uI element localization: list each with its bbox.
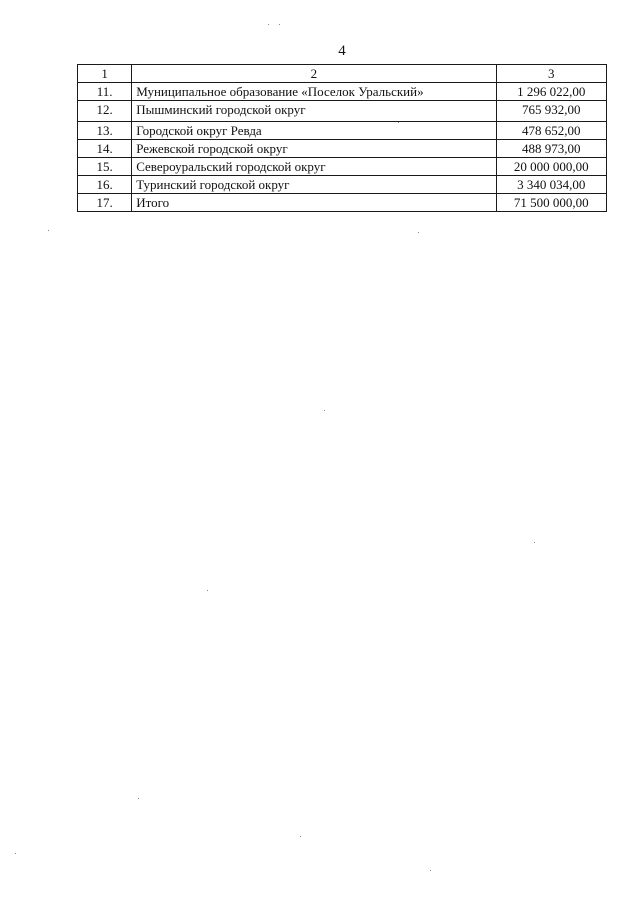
row-amount: 1 296 022,00	[496, 83, 606, 101]
scan-speck	[398, 122, 399, 123]
row-municipality: Городской округ Ревда	[132, 122, 496, 140]
row-municipality: Режевской городской округ	[132, 140, 496, 158]
row-amount: 20 000 000,00	[496, 158, 606, 176]
scan-speck	[138, 798, 139, 799]
table-row	[78, 176, 607, 194]
row-municipality: Пышминский городской округ	[132, 101, 496, 122]
table-row	[78, 158, 607, 176]
scan-speck	[268, 24, 269, 25]
table-row-total	[78, 194, 607, 212]
row-amount: 765 932,00	[496, 101, 606, 122]
header-col-1: 1	[78, 65, 132, 83]
row-number: 13.	[78, 122, 132, 140]
scan-speck	[534, 542, 535, 543]
row-total-label: Итого	[132, 194, 496, 212]
scan-speck	[207, 590, 208, 591]
row-total-amount: 71 500 000,00	[496, 194, 606, 212]
table-row	[78, 140, 607, 158]
scan-speck	[418, 232, 419, 233]
row-amount: 478 652,00	[496, 122, 606, 140]
scan-speck	[300, 836, 301, 837]
row-amount: 488 973,00	[496, 140, 606, 158]
scan-speck	[430, 870, 431, 871]
scan-speck	[279, 24, 280, 25]
row-number: 12.	[78, 101, 132, 122]
table-row	[78, 83, 607, 101]
row-municipality: Североуральский городской округ	[132, 158, 496, 176]
row-number: 16.	[78, 176, 132, 194]
header-col-2: 2	[132, 65, 496, 83]
row-number: 11.	[78, 83, 132, 101]
header-col-3: 3	[496, 65, 606, 83]
row-number: 14.	[78, 140, 132, 158]
table-row	[78, 122, 607, 140]
row-municipality: Муниципальное образование «Поселок Уральский»	[132, 83, 496, 101]
allocation-table	[77, 64, 607, 212]
table-row	[78, 101, 607, 122]
table-header-row	[78, 65, 607, 83]
scan-speck	[48, 230, 49, 231]
scan-speck	[15, 853, 16, 854]
row-municipality: Туринский городской округ	[132, 176, 496, 194]
row-number: 17.	[78, 194, 132, 212]
row-number: 15.	[78, 158, 132, 176]
scan-speck	[324, 410, 325, 411]
row-amount: 3 340 034,00	[496, 176, 606, 194]
page-number: 4	[338, 43, 346, 59]
